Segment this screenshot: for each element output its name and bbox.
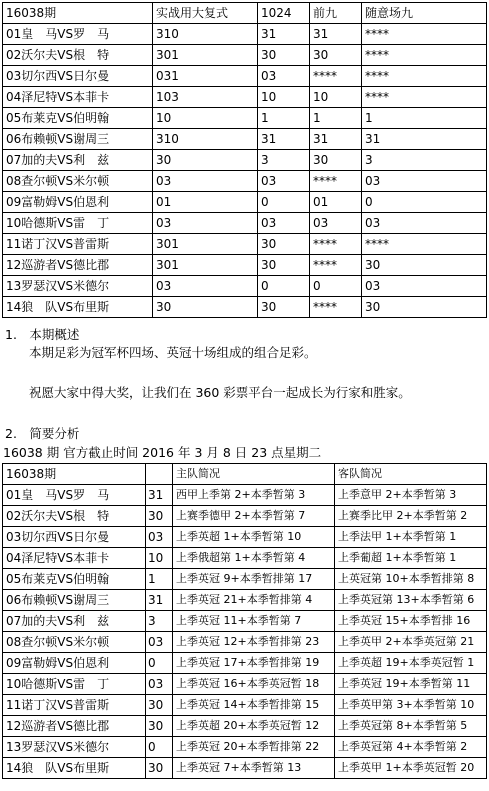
value-cell: 上英冠第 10+本季暂排第 8 [335, 569, 487, 590]
value-cell: 上季英超 1+本季暂第 10 [173, 527, 335, 548]
match-cell: 11诺丁汉VS普雷斯 [3, 695, 146, 716]
match-cell: 12巡游者VS德比郡 [3, 716, 146, 737]
column-header: 16038期 [3, 3, 153, 24]
match-cell: 01皇 马VS罗 马 [3, 485, 146, 506]
value-cell: 10 [153, 108, 258, 129]
value-cell: 上季葡超 1+本季暂第 1 [335, 548, 487, 569]
match-cell: 04泽尼特VS本菲卡 [3, 87, 153, 108]
table-row [3, 737, 487, 758]
value-cell: 03 [258, 213, 310, 234]
table-row [3, 548, 487, 569]
table-row [3, 213, 487, 234]
match-cell: 13罗瑟汉VS米德尔 [3, 737, 146, 758]
value-cell: 30 [146, 695, 173, 716]
table-row [3, 129, 487, 150]
match-cell: 07加的夫VS利 兹 [3, 150, 153, 171]
value-cell: 03 [362, 276, 487, 297]
value-cell: 103 [153, 87, 258, 108]
value-cell: 03 [362, 213, 487, 234]
value-cell: 上季英甲 2+本季英冠第 21 [335, 632, 487, 653]
match-cell: 05布莱克VS伯明翰 [3, 108, 153, 129]
value-cell: **** [310, 171, 362, 192]
table-row [3, 192, 487, 213]
value-cell: 31 [310, 24, 362, 45]
value-cell: 上季英冠 9+本季暂排第 17 [173, 569, 335, 590]
column-header: 前九 [310, 3, 362, 24]
value-cell: 上季英冠 16+本季英冠暂 18 [173, 674, 335, 695]
value-cell: **** [362, 66, 487, 87]
match-cell: 07加的夫VS利 兹 [3, 611, 146, 632]
value-cell: 03 [258, 171, 310, 192]
value-cell: 上季英冠 14+本季暂排第 15 [173, 695, 335, 716]
value-cell: 01 [310, 192, 362, 213]
match-cell: 13罗瑟汉VS米德尔 [3, 276, 153, 297]
match-cell: 12巡游者VS德比郡 [3, 255, 153, 276]
column-header: 1024 [258, 3, 310, 24]
column-header: 16038期 [3, 464, 146, 485]
deadline-line: 16038 期 官方截止时间 2016 年 3 月 8 日 23 点星期二 [3, 445, 322, 460]
value-cell: 3 [258, 150, 310, 171]
table-row [3, 87, 487, 108]
table-row [3, 150, 487, 171]
value-cell: 30 [146, 716, 173, 737]
match-cell: 02沃尔夫VS根 特 [3, 506, 146, 527]
value-cell: 03 [153, 171, 258, 192]
match-cell: 09富勒姆VS伯恩利 [3, 192, 153, 213]
table-row [3, 485, 487, 506]
value-cell: 10 [258, 87, 310, 108]
value-cell: 10 [310, 87, 362, 108]
value-cell: 上季英冠 20+本季暂排第 22 [173, 737, 335, 758]
value-cell: 30 [258, 297, 310, 318]
value-cell: 上季法甲 1+本季暂第 1 [335, 527, 487, 548]
match-cell: 10哈德斯VS雷 丁 [3, 213, 153, 234]
value-cell: 301 [153, 255, 258, 276]
value-cell: 0 [310, 276, 362, 297]
value-cell: **** [362, 87, 487, 108]
value-cell: 上季英冠第 13+本季暂第 6 [335, 590, 487, 611]
table-row [3, 527, 487, 548]
match-cell: 03切尔西VS日尔曼 [3, 66, 153, 87]
value-cell: 3 [146, 611, 173, 632]
value-cell: 30 [146, 506, 173, 527]
value-cell: 03 [153, 213, 258, 234]
value-cell: **** [310, 255, 362, 276]
value-cell: 1 [362, 108, 487, 129]
table-row [3, 569, 487, 590]
column-header [146, 464, 173, 485]
match-cell: 09富勒姆VS伯恩利 [3, 653, 146, 674]
value-cell: 03 [146, 527, 173, 548]
table-row [3, 45, 487, 66]
value-cell: 上季英甲第 3+本季暂第 10 [335, 695, 487, 716]
value-cell: 03 [258, 66, 310, 87]
value-cell: **** [310, 66, 362, 87]
value-cell: 1 [146, 569, 173, 590]
value-cell: 上季英冠 11+本季暂第 7 [173, 611, 335, 632]
header-row [3, 3, 487, 24]
value-cell: 31 [258, 129, 310, 150]
value-cell: 上季英超 20+本季英冠暂 12 [173, 716, 335, 737]
section1-heading: 1. 本期概述 [5, 327, 80, 342]
match-cell: 01皇 马VS罗 马 [3, 24, 153, 45]
match-cell: 14狼 队VS布里斯 [3, 758, 146, 779]
table-row [3, 716, 487, 737]
table-row [3, 758, 487, 779]
table-row [3, 276, 487, 297]
picks-table [2, 2, 487, 318]
value-cell: 031 [153, 66, 258, 87]
value-cell: 31 [310, 129, 362, 150]
value-cell: 301 [153, 45, 258, 66]
value-cell: 30 [258, 255, 310, 276]
value-cell: 31 [146, 590, 173, 611]
table-row [3, 108, 487, 129]
match-cell: 08查尔顿VS米尔顿 [3, 171, 153, 192]
value-cell: 3 [362, 150, 487, 171]
value-cell: 上赛季比甲 2+本季暂第 2 [335, 506, 487, 527]
table-row [3, 66, 487, 87]
value-cell: 30 [362, 255, 487, 276]
match-cell: 08查尔顿VS米尔顿 [3, 632, 146, 653]
value-cell: 0 [146, 737, 173, 758]
wish-line: 祝愿大家中得大奖，让我们在 360 彩票平台一起成长为行家和胜家。 [29, 385, 411, 400]
value-cell: 30 [310, 45, 362, 66]
value-cell: 30 [362, 297, 487, 318]
column-header: 随意场九 [362, 3, 487, 24]
table-row [3, 632, 487, 653]
match-cell: 06布赖顿VS谢周三 [3, 129, 153, 150]
section2-heading: 2. 简要分析 [5, 426, 80, 441]
table-row [3, 171, 487, 192]
match-cell: 02沃尔夫VS根 特 [3, 45, 153, 66]
value-cell: 310 [153, 24, 258, 45]
value-cell: 301 [153, 234, 258, 255]
table-row [3, 653, 487, 674]
value-cell: 0 [258, 276, 310, 297]
analysis-table [2, 463, 487, 779]
value-cell: 03 [146, 632, 173, 653]
match-cell: 04泽尼特VS本菲卡 [3, 548, 146, 569]
value-cell: 03 [310, 213, 362, 234]
value-cell: 1 [310, 108, 362, 129]
value-cell: 30 [258, 45, 310, 66]
value-cell: 0 [146, 653, 173, 674]
value-cell: 上季英冠 21+本季暂排第 4 [173, 590, 335, 611]
value-cell: 上季俄超第 1+本季暂第 4 [173, 548, 335, 569]
value-cell: 上季英超 19+本季英冠暂 1 [335, 653, 487, 674]
value-cell: 30 [258, 234, 310, 255]
table-row [3, 611, 487, 632]
match-cell: 05布莱克VS伯明翰 [3, 569, 146, 590]
header-row [3, 464, 487, 485]
column-header: 主队简况 [173, 464, 335, 485]
value-cell: 上季英冠第 8+本季暂第 5 [335, 716, 487, 737]
value-cell: 03 [146, 674, 173, 695]
match-cell: 03切尔西VS日尔曼 [3, 527, 146, 548]
value-cell: 上季英甲 1+本季英冠暂 20 [335, 758, 487, 779]
value-cell: 上季英冠 12+本季暂排第 23 [173, 632, 335, 653]
table-row [3, 674, 487, 695]
table-row [3, 590, 487, 611]
column-header: 客队简况 [335, 464, 487, 485]
column-header: 实战用大复式 [153, 3, 258, 24]
value-cell: 31 [362, 129, 487, 150]
value-cell: 31 [258, 24, 310, 45]
value-cell: 西甲上季第 2+本季暂第 3 [173, 485, 335, 506]
value-cell: 30 [153, 297, 258, 318]
value-cell: 上赛季德甲 2+本季暂第 7 [173, 506, 335, 527]
table-row [3, 695, 487, 716]
value-cell: **** [310, 297, 362, 318]
match-cell: 14狼 队VS布里斯 [3, 297, 153, 318]
value-cell: 30 [310, 150, 362, 171]
value-cell: **** [362, 234, 487, 255]
value-cell: 01 [153, 192, 258, 213]
value-cell: 上季英冠 19+本季暂第 11 [335, 674, 487, 695]
value-cell: 310 [153, 129, 258, 150]
table-row [3, 255, 487, 276]
value-cell: 上季英冠 7+本季暂第 13 [173, 758, 335, 779]
value-cell: 上季英冠 15+本季暂排 16 [335, 611, 487, 632]
value-cell: 0 [362, 192, 487, 213]
value-cell: **** [362, 45, 487, 66]
value-cell: **** [362, 24, 487, 45]
match-cell: 10哈德斯VS雷 丁 [3, 674, 146, 695]
value-cell: 10 [146, 548, 173, 569]
overview-line: 本期足彩为冠军杯四场、英冠十场组成的组合足彩。 [29, 345, 317, 360]
value-cell: 31 [146, 485, 173, 506]
value-cell: 上季意甲 2+本季暂第 3 [335, 485, 487, 506]
match-cell: 06布赖顿VS谢周三 [3, 590, 146, 611]
table-row [3, 506, 487, 527]
table-row [3, 24, 487, 45]
value-cell: 03 [362, 171, 487, 192]
value-cell: 30 [146, 758, 173, 779]
value-cell: 0 [258, 192, 310, 213]
value-cell: 30 [153, 150, 258, 171]
table-row [3, 297, 487, 318]
table-row [3, 234, 487, 255]
value-cell: 1 [258, 108, 310, 129]
value-cell: 上季英冠第 4+本季暂第 2 [335, 737, 487, 758]
value-cell: 上季英冠 17+本季暂排第 19 [173, 653, 335, 674]
value-cell: 03 [153, 276, 258, 297]
match-cell: 11诺丁汉VS普雷斯 [3, 234, 153, 255]
value-cell: **** [310, 234, 362, 255]
